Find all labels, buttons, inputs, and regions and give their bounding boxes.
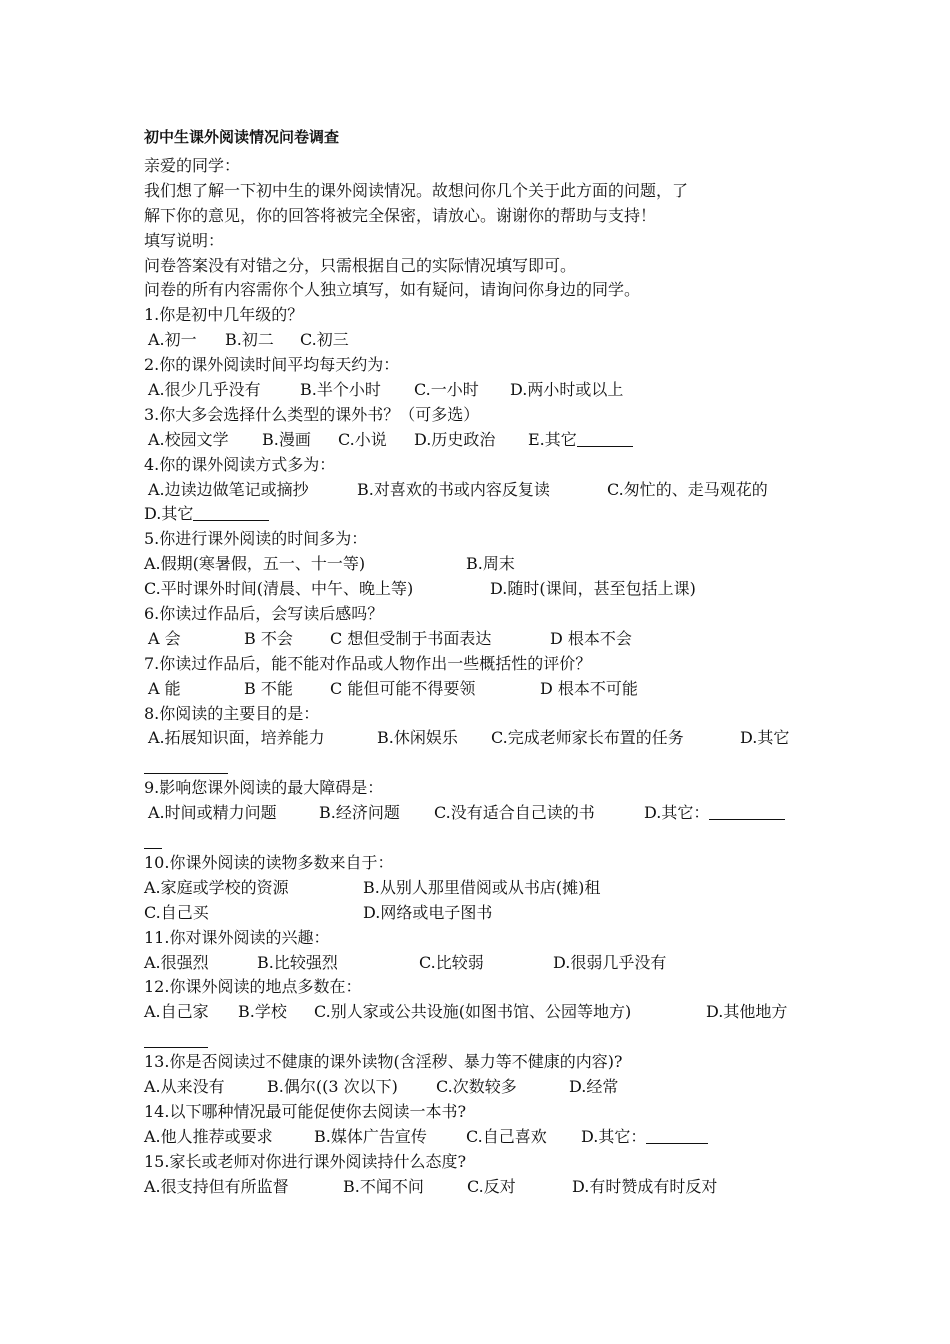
option-with-blank[interactable]	[644, 801, 785, 826]
option[interactable]: B 不会	[244, 628, 293, 648]
option[interactable]: D.其它	[740, 728, 790, 748]
answer-blank[interactable]	[577, 430, 633, 447]
option[interactable]: C.自己买	[144, 902, 209, 922]
greeting: 亲爱的同学：	[144, 156, 241, 175]
option[interactable]: A.校园文学	[148, 429, 229, 449]
question-14-options	[144, 1125, 824, 1150]
question-8: 8.你阅读的主要目的是：	[144, 703, 320, 723]
option[interactable]: C.完成老师家长布置的任务	[491, 728, 684, 748]
question-5: 5.你进行课外阅读的时间多为：	[144, 529, 368, 549]
question-5-options-cont	[144, 577, 824, 602]
question-3-options	[144, 428, 824, 453]
option[interactable]: A.初一	[148, 330, 197, 350]
question-10-options	[144, 876, 824, 901]
question-2-options	[144, 378, 824, 403]
question-4: 4.你的课外阅读方式多为：	[144, 454, 336, 474]
option[interactable]: A.他人推荐或要求	[144, 1126, 273, 1146]
question-11-options	[144, 951, 824, 976]
question-12-options	[144, 1000, 824, 1025]
question-9: 9.影响您课外阅读的最大障碍是：	[144, 778, 384, 798]
option[interactable]: A.很强烈	[144, 952, 209, 972]
option[interactable]: C 能但可能不得要领	[330, 678, 476, 698]
option[interactable]: A.很少几乎没有	[148, 380, 261, 400]
option[interactable]: C.反对	[467, 1176, 516, 1196]
question-7-options	[144, 677, 824, 702]
option[interactable]: A.假期(寒暑假，五一、十一等)	[144, 554, 366, 574]
answer-blank[interactable]	[144, 757, 228, 774]
question-12-blank-line	[144, 1025, 824, 1050]
option[interactable]: B.初二	[225, 330, 274, 350]
option-label: D.其它	[144, 504, 194, 524]
question-14: 14.以下哪种情况最可能促使你去阅读一本书?	[144, 1101, 467, 1121]
question-3: 3.你大多会选择什么类型的课外书？（可多选）	[144, 404, 480, 424]
option[interactable]: C.没有适合自己读的书	[434, 803, 595, 823]
intro-paragraph-line-1: 我们想了解一下初中生的课外阅读情况。故想问你几个关于此方面的问题，了	[144, 180, 689, 200]
question-11: 11.你对课外阅读的兴趣：	[144, 927, 330, 947]
option[interactable]: C 想但受制于书面表达	[330, 628, 492, 648]
option[interactable]: C.别人家或公共设施(如图书馆、公园等地方)	[314, 1002, 632, 1022]
option[interactable]: A.很支持但有所监督	[144, 1176, 289, 1196]
option[interactable]: D.有时赞成有时反对	[572, 1176, 718, 1196]
option[interactable]: A 能	[148, 678, 181, 698]
option[interactable]: B.休闲娱乐	[377, 728, 458, 748]
question-13-options	[144, 1075, 824, 1100]
option[interactable]: D.网络或电子图书	[363, 902, 493, 922]
option[interactable]: D 根本不可能	[540, 678, 638, 698]
question-6: 6.你读过作品后，会写读后感吗？	[144, 604, 384, 624]
questionnaire-page	[144, 126, 824, 1199]
option-with-blank[interactable]	[581, 1125, 708, 1150]
option[interactable]: D.两小时或以上	[510, 380, 624, 400]
answer-blank[interactable]	[193, 504, 269, 521]
answer-blank-cont[interactable]	[144, 832, 162, 849]
option[interactable]: D.经常	[569, 1076, 619, 1096]
option[interactable]: C.次数较多	[436, 1076, 517, 1096]
option[interactable]: C.自己喜欢	[466, 1126, 547, 1146]
option[interactable]: A.从来没有	[144, 1076, 225, 1096]
question-10: 10.你课外阅读的读物多数来自于：	[144, 852, 394, 872]
option-label: D.其它：	[644, 803, 710, 823]
option-label: D.其它：	[581, 1126, 647, 1146]
question-15-options	[144, 1175, 824, 1200]
question-9-options	[144, 801, 824, 826]
option[interactable]: A.时间或精力问题	[148, 803, 277, 823]
option[interactable]: B.偶尔((3 次以下)	[267, 1076, 398, 1096]
option[interactable]: B 不能	[244, 678, 293, 698]
question-15: 15.家长或老师对你进行课外阅读持什么态度?	[144, 1151, 467, 1171]
option[interactable]: C.初三	[300, 330, 349, 350]
option[interactable]: B.对喜欢的书或内容反复读	[357, 479, 550, 499]
answer-blank[interactable]	[646, 1127, 708, 1144]
question-8-blank-line	[144, 751, 824, 776]
option[interactable]: D.很弱几乎没有	[553, 952, 667, 972]
question-12: 12.你课外阅读的地点多数在：	[144, 977, 362, 997]
question-4-options	[144, 478, 824, 503]
question-1: 1.你是初中几年级的？	[144, 305, 304, 325]
option[interactable]: B.从别人那里借阅或从书店(摊)租	[363, 877, 601, 897]
option[interactable]: B.媒体广告宣传	[314, 1126, 427, 1146]
question-8-options	[144, 726, 824, 751]
question-13: 13.你是否阅读过不健康的课外读物(含淫秽、暴力等不健康的内容)?	[144, 1052, 623, 1072]
question-2: 2.你的课外阅读时间平均每天约为：	[144, 355, 400, 375]
option[interactable]: B.学校	[238, 1002, 287, 1022]
option-with-blank[interactable]	[528, 428, 633, 453]
option[interactable]: C.平时课外时间(清晨、中午、晚上等)	[144, 579, 414, 599]
option[interactable]: D 根本不会	[550, 628, 632, 648]
option-with-blank[interactable]	[144, 502, 269, 527]
option[interactable]: A.家庭或学校的资源	[144, 877, 289, 897]
question-9-blank-line	[144, 826, 824, 851]
instruction-1: 问卷答案没有对错之分，只需根据自己的实际情况填写即可。	[144, 255, 577, 275]
instruction-2: 问卷的所有内容需你个人独立填写，如有疑问，请询问你身边的同学。	[144, 280, 641, 300]
answer-blank[interactable]	[709, 803, 785, 820]
option[interactable]: B.半个小时	[300, 380, 381, 400]
option[interactable]: B.不闻不问	[343, 1176, 424, 1196]
answer-blank[interactable]	[144, 1031, 208, 1048]
option[interactable]: A.自己家	[144, 1002, 209, 1022]
option-label: E.其它	[528, 429, 577, 449]
option[interactable]: C.比较弱	[419, 952, 484, 972]
question-1-options	[144, 328, 824, 353]
option[interactable]: A.边读边做笔记或摘抄	[148, 479, 309, 499]
option[interactable]: B.比较强烈	[257, 952, 338, 972]
question-6-options	[144, 627, 824, 652]
question-10-options-cont	[144, 901, 824, 926]
option[interactable]: D.随时(课间，甚至包括上课)	[490, 579, 696, 599]
intro-paragraph-line-2: 解下你的意见，你的回答将被完全保密，请放心。谢谢你的帮助与支持！	[144, 205, 657, 225]
question-7: 7.你读过作品后，能不能对作品或人物作出一些概括性的评价？	[144, 653, 592, 673]
option[interactable]: D.其他地方	[706, 1002, 788, 1022]
option[interactable]: A.拓展知识面，培养能力	[148, 728, 325, 748]
question-5-options	[144, 552, 824, 577]
option[interactable]: B.周末	[466, 554, 515, 574]
option[interactable]: A 会	[148, 628, 181, 648]
question-4-options-cont	[144, 502, 824, 527]
option[interactable]: B.漫画	[262, 429, 311, 449]
option[interactable]: C.小说	[338, 429, 387, 449]
option[interactable]: D.历史政治	[414, 429, 496, 449]
page-title: 初中生课外阅读情况问卷调查	[144, 128, 340, 146]
instructions-heading: 填写说明：	[144, 230, 225, 250]
option[interactable]: C.匆忙的、走马观花的	[607, 479, 768, 499]
option[interactable]: C.一小时	[414, 380, 479, 400]
option[interactable]: B.经济问题	[319, 803, 400, 823]
